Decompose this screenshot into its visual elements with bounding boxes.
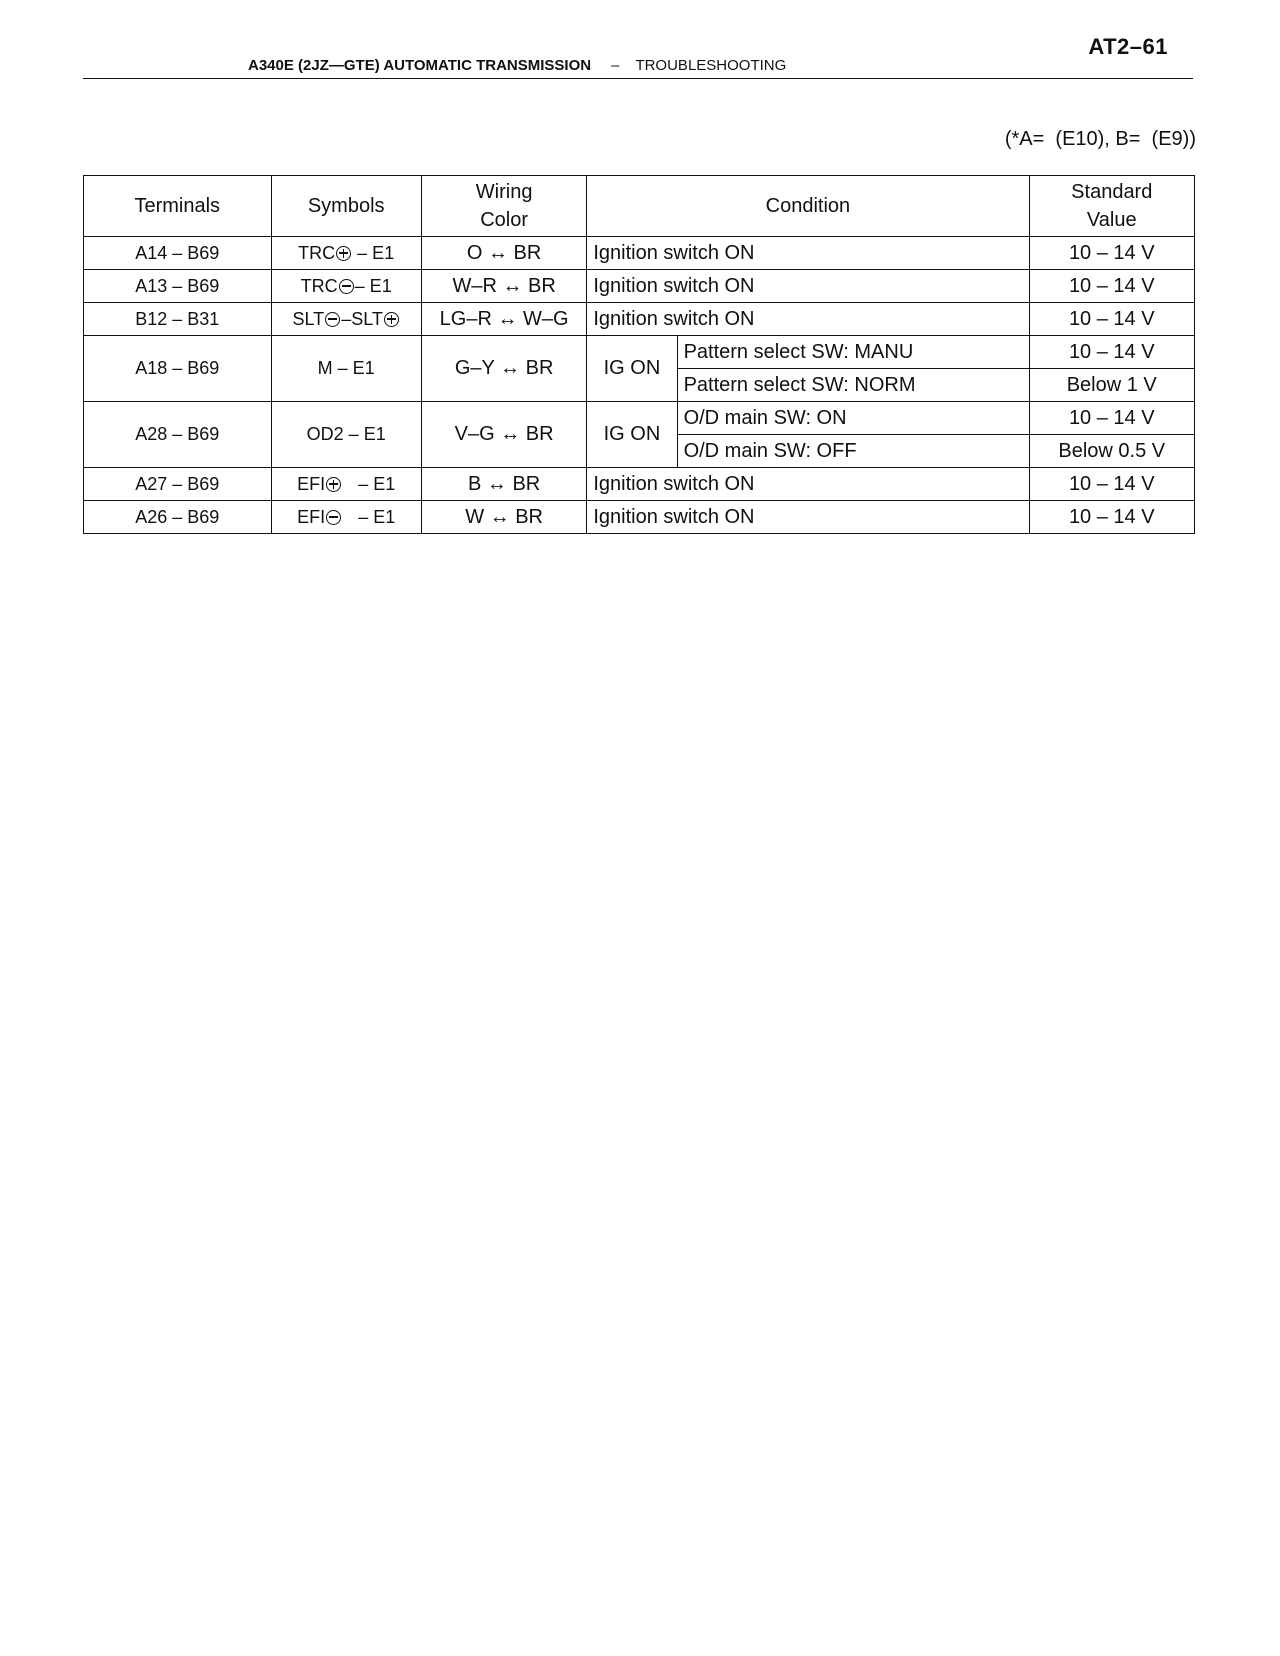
terminals-cell: A18 – B69: [84, 336, 272, 402]
terminals-cell: B12 – B31: [84, 303, 272, 336]
standard-value-cell: 10 – 14 V: [1029, 336, 1194, 369]
condition-cell: Pattern select SW: NORM: [677, 369, 1029, 402]
table-row: [84, 402, 1195, 435]
wiring-color-cell: B ↔ BR: [421, 468, 586, 501]
standard-value-cell: 10 – 14 V: [1029, 270, 1194, 303]
standard-value-cell: 10 – 14 V: [1029, 303, 1194, 336]
condition-cell: O/D main SW: ON: [677, 402, 1029, 435]
wiring-color-cell: W–R ↔ BR: [421, 270, 586, 303]
standard-value-cell: 10 – 14 V: [1029, 237, 1194, 270]
terminals-cell: A28 – B69: [84, 402, 272, 468]
condition-group-cell: IG ON: [587, 402, 677, 468]
table-row: [84, 501, 1195, 534]
col-header-terminals: Terminals: [84, 176, 272, 237]
page-number: AT2–61: [1088, 34, 1168, 59]
minus-circle-icon: [325, 312, 340, 327]
condition-group-cell: IG ON: [587, 336, 677, 402]
symbol-cell: TRC – E1: [271, 270, 421, 303]
wiring-color-cell: W ↔ BR: [421, 501, 586, 534]
wiring-color-cell: LG–R ↔ W–G: [421, 303, 586, 336]
table-row: [84, 468, 1195, 501]
col-header-symbols: Symbols: [271, 176, 421, 237]
wiring-color-cell: G–Y ↔ BR: [421, 336, 586, 402]
symbol-cell: SLT –SLT: [271, 303, 421, 336]
wiring-color-cell: O ↔ BR: [421, 237, 586, 270]
symbol-cell: M – E1: [271, 336, 421, 402]
table-row: [84, 237, 1195, 270]
symbol-cell: EFI – E1: [271, 468, 421, 501]
connector-note: (*A= (E10), B= (E9)): [1004, 128, 1196, 150]
condition-cell: Ignition switch ON: [587, 501, 1029, 534]
terminal-voltage-table: [83, 175, 1195, 534]
minus-circle-icon: [339, 279, 354, 294]
symbol-cell: EFI – E1: [271, 501, 421, 534]
col-header-standard-value: Standard Value: [1029, 176, 1194, 237]
symbol-cell: TRC – E1: [271, 237, 421, 270]
table-row: [84, 303, 1195, 336]
standard-value-cell: 10 – 14 V: [1029, 402, 1194, 435]
wiring-color-cell: V–G ↔ BR: [421, 402, 586, 468]
col-header-condition: Condition: [587, 176, 1029, 237]
table-row: [84, 270, 1195, 303]
table-header-row: [84, 176, 1195, 237]
running-header: [248, 57, 786, 74]
condition-cell: Ignition switch ON: [587, 303, 1029, 336]
plus-circle-icon: [384, 312, 399, 327]
subsection-title: TROUBLESHOOTING: [635, 57, 787, 74]
condition-cell: Pattern select SW: MANU: [677, 336, 1029, 369]
terminals-cell: A13 – B69: [84, 270, 272, 303]
terminals-cell: A14 – B69: [84, 237, 272, 270]
header-rule: [83, 78, 1193, 79]
condition-cell: O/D main SW: OFF: [677, 435, 1029, 468]
section-title: A340E (2JZ—GTE) AUTOMATIC TRANSMISSION: [248, 57, 592, 74]
minus-circle-icon: [326, 510, 341, 525]
terminals-cell: A26 – B69: [84, 501, 272, 534]
condition-cell: Ignition switch ON: [587, 468, 1029, 501]
standard-value-cell: Below 0.5 V: [1029, 435, 1194, 468]
plus-circle-icon: [336, 246, 351, 261]
standard-value-cell: Below 1 V: [1029, 369, 1194, 402]
plus-circle-icon: [326, 477, 341, 492]
condition-cell: Ignition switch ON: [587, 237, 1029, 270]
symbol-cell: OD2 – E1: [271, 402, 421, 468]
table-row: [84, 336, 1195, 369]
condition-cell: Ignition switch ON: [587, 270, 1029, 303]
col-header-wiring-color: Wiring Color: [421, 176, 586, 237]
standard-value-cell: 10 – 14 V: [1029, 468, 1194, 501]
header-separator: –: [611, 57, 620, 74]
terminals-cell: A27 – B69: [84, 468, 272, 501]
standard-value-cell: 10 – 14 V: [1029, 501, 1194, 534]
